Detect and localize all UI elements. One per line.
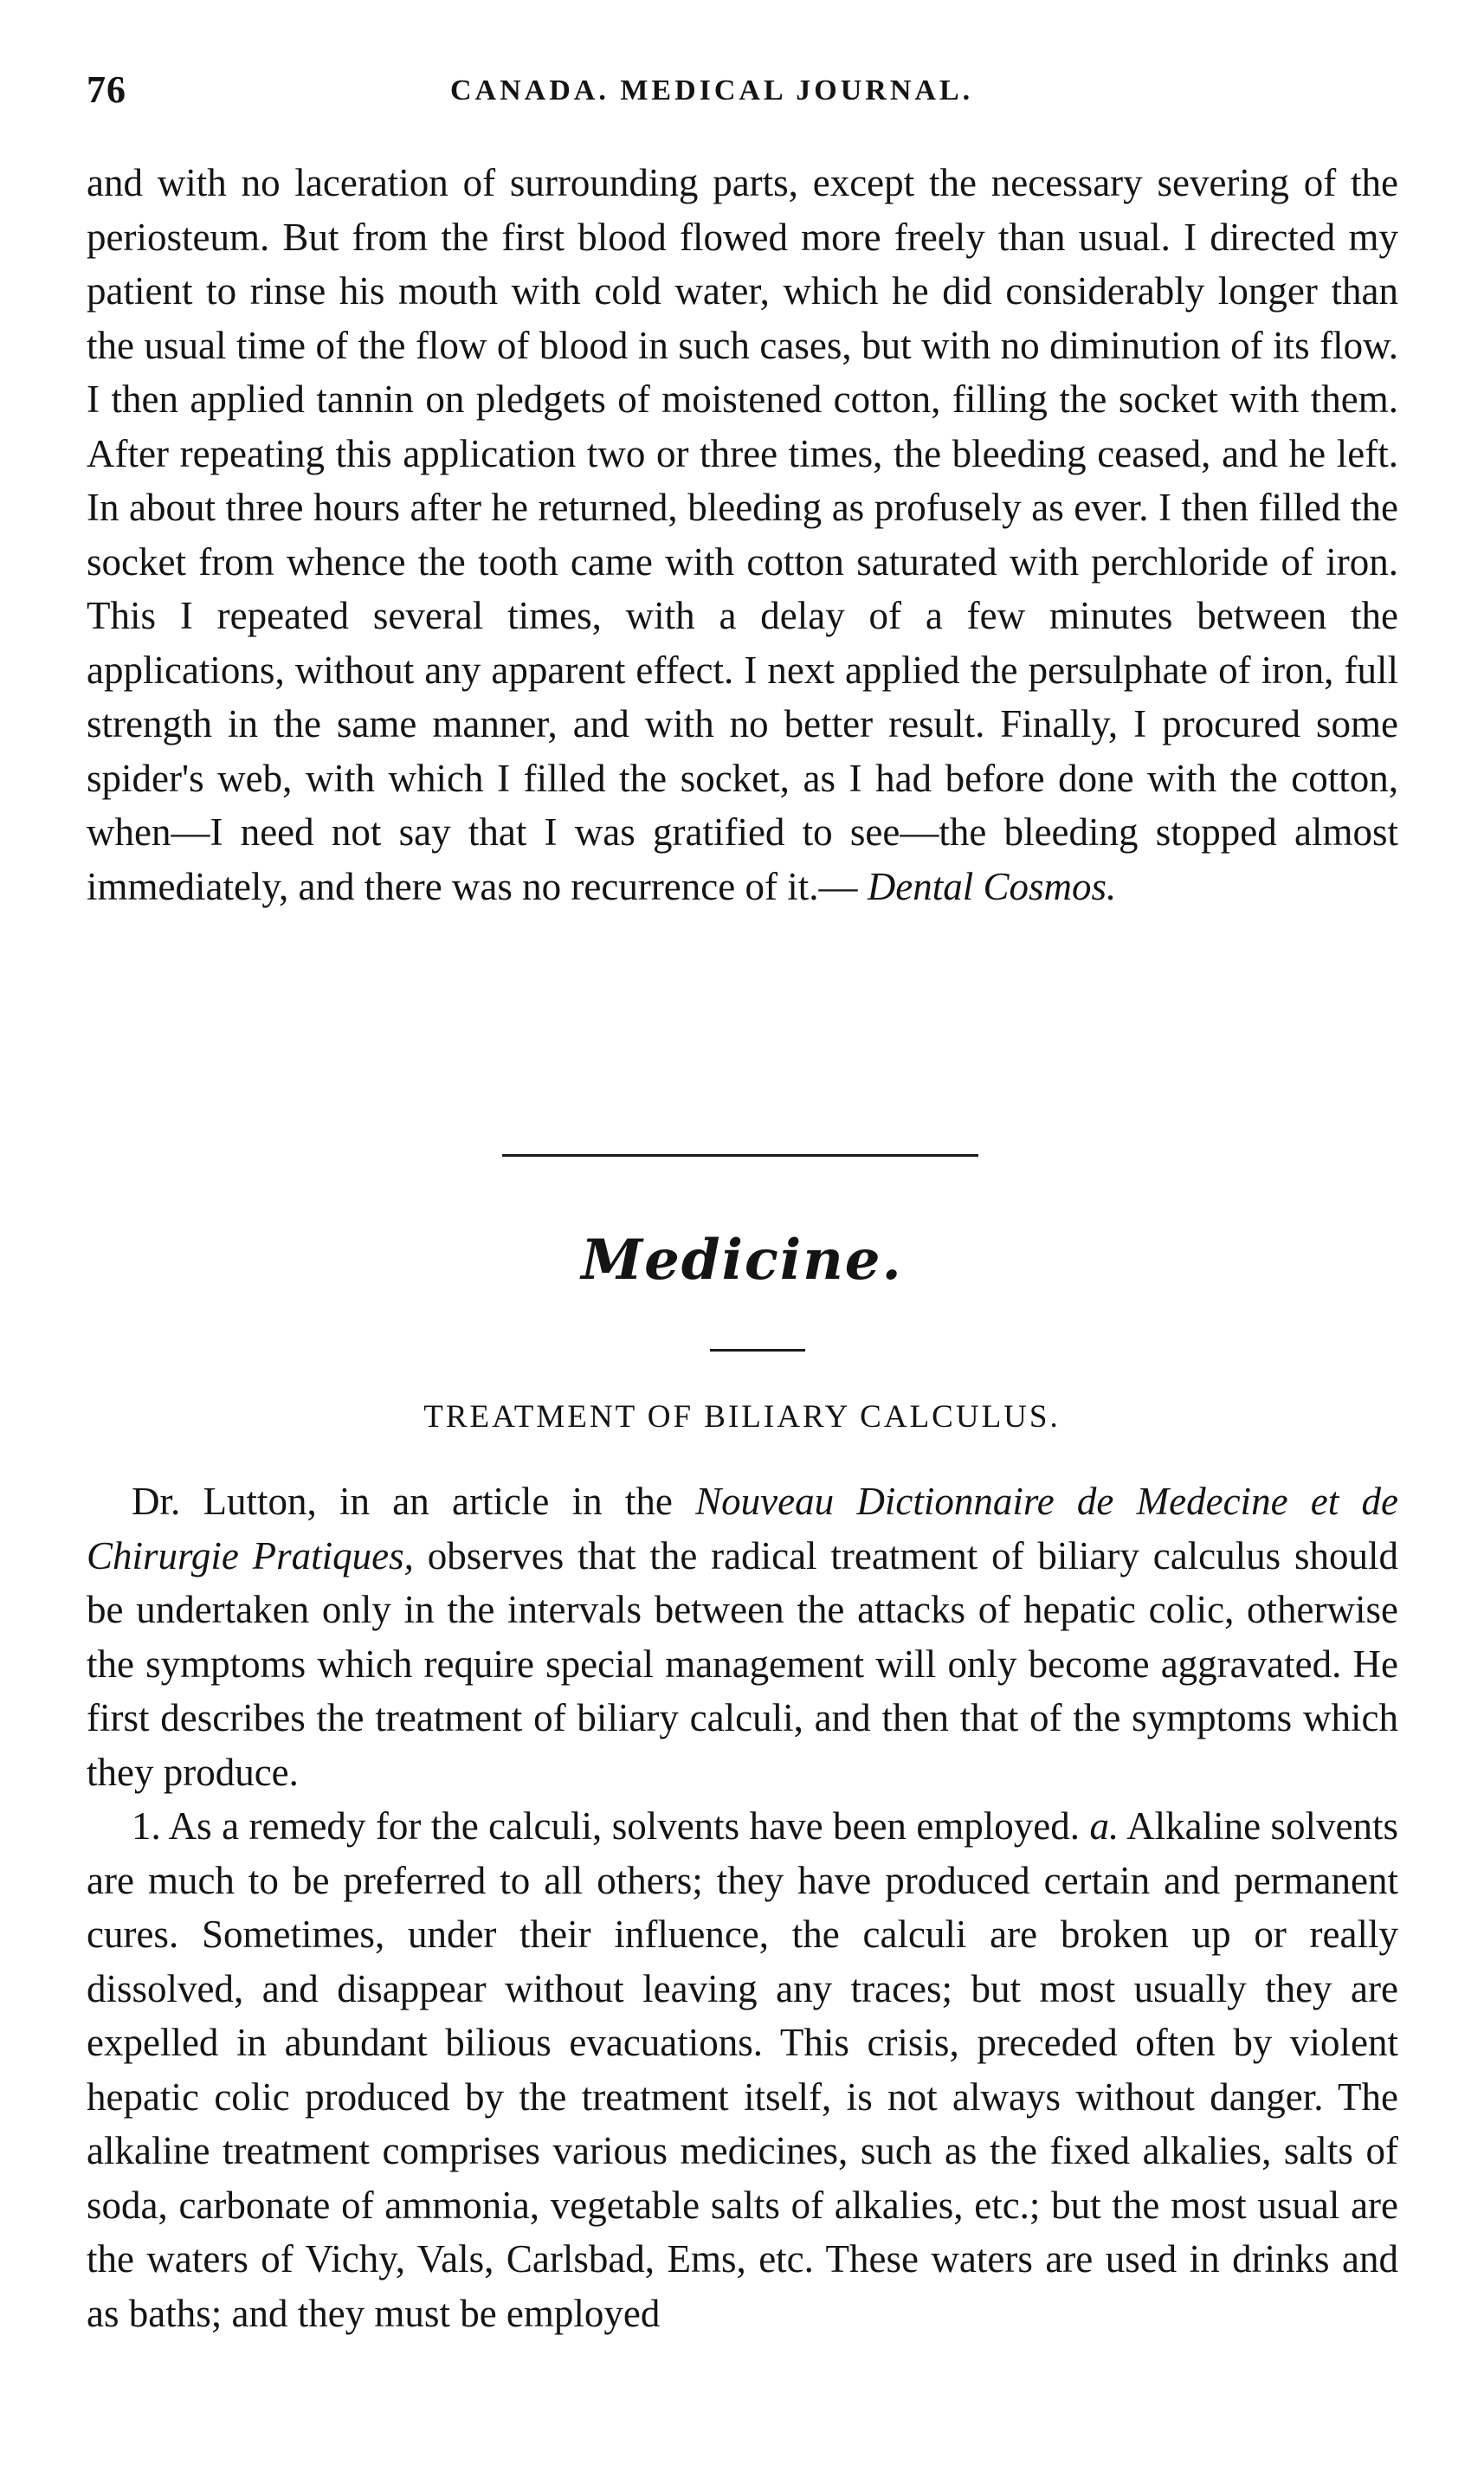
paragraph-lead: 1. As a remedy for the calculi, solvents have been employed.	[132, 1804, 1090, 1848]
page-header	[87, 68, 1385, 119]
paragraph-rest: Alkaline solvents are much to be preferred to all others; they have produced certain and permanent cures. Sometimes, under their influence, the calculi are broken up or really dissolved, and disappear without leaving any traces; but most usually they are expelled in abundant bilious evacuations. This crisis, preceded often by violent hepatic colic produced by the treatment itself, is not always without danger. The alkaline treatment comprises various medicines, such as the fixed alkalies, salts of soda, carbonate of ammonia, vegetable salts of alkalies, etc.; but the most usual are the waters of Vichy, Vals, Carlsbad, Ems, etc. These waters are used in drinks and as baths; and they must be employed	[87, 1804, 1398, 2335]
heading-underline-rule	[710, 1349, 805, 1352]
section-heading: Medicine.	[581, 1228, 903, 1293]
page-number: 76	[87, 68, 126, 111]
paragraph-lead: Dr. Lutton, in an article in the	[132, 1480, 696, 1523]
article-paragraph	[87, 1474, 1398, 1799]
continuation-text: and with no laceration of surrounding parts, except the necessary severing of the periosteum. But from the first blood flowed more freely than usual. I directed my patient to rinse his mouth with cold water, which he did considerably longer than the usual time of the flow of blood in such cases, but with no diminution of its flow. I then applied tannin on pledgets of moistened cotton, filling the socket with them. After repeating this application two or three times, the bleeding ceased, and he left. In about three hours after he returned, bleeding as profusely as ever. I then filled the socket from whence the tooth came with cotton saturated with perchloride of iron. This I repeated several times, with a delay of a few minutes between the applications, without any apparent effect. I next applied the persulphate of iron, full strength in the same manner, and with no better result. Finally, I procured some spider's web, with which I filled the socket, as I had before done with the cotton, when—I need not say that I was gratified to see—the bleeding stopped almost immediately, and there was no recurrence of it.—	[87, 161, 1398, 908]
running-head: CANADA. MEDICAL JOURNAL.	[450, 74, 974, 106]
article-body	[87, 1474, 1398, 2340]
citation: Dental Cosmos.	[867, 864, 1117, 908]
source-title: Nouveau Dictionnaire de Medecine et de Chirurgie Pratiques,	[87, 1480, 1398, 1578]
article-paragraph	[87, 1799, 1398, 2340]
section-divider-rule	[502, 1154, 978, 1157]
list-marker: a.	[1089, 1804, 1119, 1848]
continuation-paragraph	[87, 156, 1398, 913]
paragraph-rest: observes that the radical treatment of biliary calculus should be undertaken only in the intervals between the attacks of hepatic colic, otherwise the symptoms which require special management will only become aggravated. He first describes the treatment of biliary calculi, and then that of the symptoms which they produce.	[87, 1533, 1398, 1794]
article-title: TREATMENT OF BILIARY CALCULUS.	[423, 1399, 1061, 1435]
